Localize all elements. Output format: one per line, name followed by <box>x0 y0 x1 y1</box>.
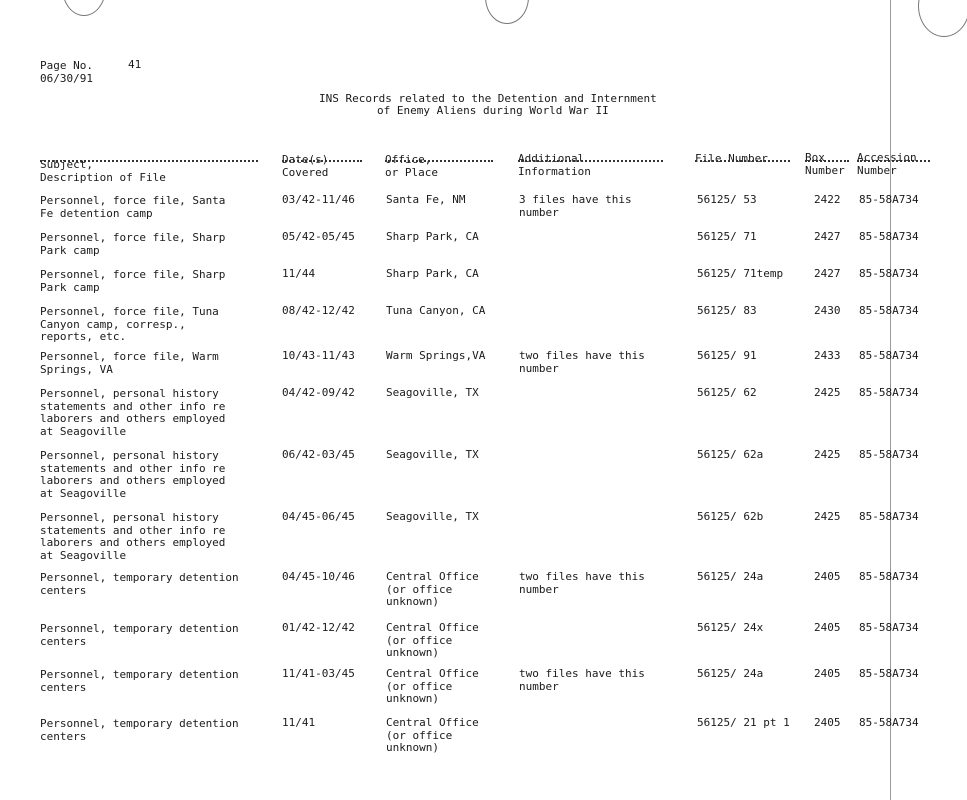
dates-cell <box>282 387 355 400</box>
accession-number-cell <box>859 571 919 584</box>
dates-cell-line: 04/45-06/45 <box>282 510 355 523</box>
file-number-cell-line: 56125/ 53 <box>697 193 757 206</box>
file-number-cell <box>697 571 763 584</box>
file-number-cell-line: 56125/ 21 pt 1 <box>697 716 790 729</box>
box-number-cell-line: 2405 <box>814 716 841 729</box>
office-cell <box>386 387 479 400</box>
box-number-cell-line: 2425 <box>814 386 841 399</box>
office-cell-line: unknown) <box>386 595 439 608</box>
accession-number-cell <box>859 449 919 462</box>
accession-number-cell-line: 85-58A734 <box>859 510 919 523</box>
subject-cell <box>40 195 225 220</box>
accession-number-cell-line: 85-58A734 <box>859 716 919 729</box>
info-cell <box>519 350 645 375</box>
office-cell-line: Seagoville, TX <box>386 448 479 461</box>
accession-number-cell <box>859 194 919 207</box>
box-number-cell-line: 2425 <box>814 510 841 523</box>
office-cell-line: Sharp Park, CA <box>386 230 479 243</box>
box-number-cell <box>814 449 841 462</box>
box-number-cell-line: 2405 <box>814 667 841 680</box>
dates-cell-line: 04/42-09/42 <box>282 386 355 399</box>
header-dates: Date(s) Covered <box>282 153 329 179</box>
dates-cell <box>282 717 315 730</box>
header-rule <box>40 160 258 162</box>
header-office: Office, or Place <box>385 153 438 179</box>
punch-hole-mark <box>918 0 967 37</box>
dates-cell-line: 11/44 <box>282 267 316 280</box>
accession-number-cell-line: 85-58A734 <box>859 386 919 399</box>
box-number-cell-line: 2405 <box>814 570 841 583</box>
box-number-cell-line: 2427 <box>814 267 841 280</box>
office-cell-line: Central Office <box>386 621 479 634</box>
dates-cell-line: 03/42-11/46 <box>282 193 355 206</box>
subject-cell <box>40 351 219 376</box>
document-subtitle: of Enemy Aliens during World War II <box>377 104 609 117</box>
subject-cell-line: centers <box>40 634 87 648</box>
dates-cell <box>282 622 355 635</box>
subject-cell-line: at Seagoville <box>40 548 127 562</box>
punch-hole-mark <box>485 0 529 24</box>
subject-cell-line: at Seagoville <box>40 486 127 500</box>
info-cell <box>519 668 645 693</box>
dates-cell-line: 11/41-03/45 <box>282 667 355 680</box>
subject-cell-line: Fe detention camp <box>40 206 153 220</box>
header-accession: Accession Number <box>857 151 917 177</box>
office-cell-line: Central Office <box>386 716 479 729</box>
subject-cell-line: statements and other info re <box>40 461 226 475</box>
subject-cell-line: centers <box>40 680 87 694</box>
subject-cell-line: Personnel, temporary detention <box>40 668 239 681</box>
file-number-cell <box>697 668 763 681</box>
accession-number-cell <box>859 305 919 318</box>
office-cell-line: Seagoville, TX <box>386 510 479 523</box>
subject-cell-line: Personnel, temporary detention <box>40 571 239 584</box>
subject-cell-line: Personnel, temporary detention <box>40 717 239 730</box>
subject-cell <box>40 512 225 562</box>
subject-cell <box>40 669 239 694</box>
box-number-cell <box>814 231 841 244</box>
dates-cell-line: 08/42-12/42 <box>282 304 355 317</box>
office-cell <box>386 268 479 281</box>
subject-cell <box>40 232 225 257</box>
dates-cell <box>282 511 355 524</box>
box-number-cell <box>814 387 841 400</box>
info-cell-line: 3 files have this <box>519 193 632 206</box>
subject-cell-line: centers <box>40 729 87 743</box>
accession-number-cell <box>859 350 919 363</box>
subject-cell-line: Personnel, temporary detention <box>40 622 239 635</box>
subject-cell-line: laborers and others employed <box>40 474 226 487</box>
office-cell <box>386 571 479 609</box>
file-number-cell-line: 56125/ 91 <box>697 349 757 362</box>
office-cell-line: Seagoville, TX <box>386 386 479 399</box>
file-number-cell <box>697 268 783 281</box>
box-number-cell <box>814 511 841 524</box>
office-cell <box>386 350 485 363</box>
accession-number-cell <box>859 668 919 681</box>
box-number-cell-line: 2433 <box>814 349 841 362</box>
box-number-cell-line: 2430 <box>814 304 841 317</box>
dates-cell-line: 10/43-11/43 <box>282 349 355 362</box>
subject-cell <box>40 450 225 500</box>
subject-cell-line: laborers and others employed <box>40 536 226 549</box>
accession-number-cell-line: 85-58A734 <box>859 667 919 680</box>
page-number-label: Page No. <box>40 59 93 72</box>
subject-cell <box>40 572 239 597</box>
file-number-cell-line: 56125/ 24x <box>697 621 764 634</box>
subject-cell-line: reports, etc. <box>40 330 127 343</box>
accession-number-cell <box>859 622 919 635</box>
subject-cell-line: Personnel, force file, Warm <box>40 350 219 363</box>
header-rule <box>695 160 790 162</box>
page-date: 06/30/91 <box>40 72 93 85</box>
info-cell-line: number <box>519 679 559 693</box>
accession-number-cell <box>859 231 919 244</box>
dates-cell <box>282 194 355 207</box>
box-number-cell <box>814 717 841 730</box>
box-number-cell-line: 2405 <box>814 621 841 634</box>
subject-cell-line: centers <box>40 583 87 597</box>
accession-number-cell <box>859 268 919 281</box>
office-cell-line: Warm Springs,VA <box>386 349 486 362</box>
subject-cell-line: Park camp <box>40 243 100 257</box>
dates-cell <box>282 268 315 281</box>
file-number-cell-line: 56125/ 71temp <box>697 267 784 280</box>
file-number-cell-line: 56125/ 83 <box>697 304 757 317</box>
file-number-cell <box>697 305 757 318</box>
header-subject: Subject, Description of File <box>40 158 166 184</box>
subject-cell <box>40 623 239 648</box>
header-rule <box>805 160 849 162</box>
punch-hole-mark <box>62 0 106 16</box>
office-cell <box>386 511 479 524</box>
subject-cell <box>40 718 239 743</box>
info-cell-line: number <box>519 205 559 219</box>
file-number-cell-line: 56125/ 24a <box>697 570 764 583</box>
office-cell-line: (or office <box>386 679 453 693</box>
accession-number-cell <box>859 511 919 524</box>
accession-number-cell-line: 85-58A734 <box>859 570 919 583</box>
box-number-cell <box>814 571 841 584</box>
office-cell-line: unknown) <box>386 646 439 659</box>
office-cell-line: unknown) <box>386 741 439 754</box>
accession-number-cell-line: 85-58A734 <box>859 304 919 317</box>
subject-cell-line: Personnel, force file, Sharp <box>40 231 226 244</box>
info-cell-line: two files have this <box>519 667 645 680</box>
dates-cell <box>282 571 355 584</box>
info-cell <box>519 194 632 219</box>
dates-cell-line: 06/42-03/45 <box>282 448 355 461</box>
dates-cell <box>282 231 355 244</box>
box-number-cell <box>814 668 841 681</box>
info-cell-line: number <box>519 582 559 596</box>
subject-cell-line: Personnel, force file, Tuna <box>40 305 219 318</box>
accession-number-cell-line: 85-58A734 <box>859 230 919 243</box>
office-cell <box>386 305 485 318</box>
header-info: Additional Information <box>518 152 591 178</box>
office-cell <box>386 717 479 755</box>
box-number-cell <box>814 622 841 635</box>
file-number-cell <box>697 350 757 363</box>
dates-cell <box>282 350 355 363</box>
box-number-cell <box>814 350 841 363</box>
subject-cell-line: Personnel, personal history <box>40 387 219 400</box>
office-cell-line: Central Office <box>386 570 479 583</box>
office-cell-line: (or office <box>386 728 453 742</box>
subject-cell <box>40 269 225 294</box>
subject-cell-line: Springs, VA <box>40 362 113 376</box>
office-cell-line: unknown) <box>386 692 439 705</box>
accession-number-cell-line: 85-58A734 <box>859 621 919 634</box>
subject-cell-line: Personnel, personal history <box>40 511 219 524</box>
info-cell-line: two files have this <box>519 349 645 362</box>
file-number-cell <box>697 387 757 400</box>
box-number-cell-line: 2425 <box>814 448 841 461</box>
info-cell-line: number <box>519 361 559 375</box>
subject-cell <box>40 306 219 344</box>
subject-cell-line: statements and other info re <box>40 399 226 413</box>
page-number: 41 <box>128 58 142 71</box>
box-number-cell <box>814 194 841 207</box>
box-number-cell <box>814 305 841 318</box>
dates-cell <box>282 449 355 462</box>
file-number-cell <box>697 449 763 462</box>
info-cell-line: two files have this <box>519 570 645 583</box>
box-number-cell-line: 2427 <box>814 230 841 243</box>
header-rule <box>857 160 930 162</box>
subject-cell-line: laborers and others employed <box>40 412 226 425</box>
office-cell-line: Santa Fe, NM <box>386 193 466 206</box>
office-cell <box>386 449 479 462</box>
box-number-cell <box>814 268 841 281</box>
header-rule <box>518 160 663 162</box>
file-number-cell <box>697 717 790 730</box>
header-rule <box>282 160 362 162</box>
accession-number-cell-line: 85-58A734 <box>859 349 919 362</box>
document-title: INS Records related to the Detention and Internment <box>319 92 657 105</box>
accession-number-cell-line: 85-58A734 <box>859 448 919 461</box>
office-cell-line: Tuna Canyon, CA <box>386 304 486 317</box>
box-number-cell-line: 2422 <box>814 193 841 206</box>
accession-number-cell-line: 85-58A734 <box>859 193 919 206</box>
accession-number-cell-line: 85-58A734 <box>859 267 919 280</box>
subject-cell-line: Personnel, force file, Santa <box>40 194 226 207</box>
office-cell-line: (or office <box>386 582 453 596</box>
subject-cell-line: Personnel, personal history <box>40 449 219 462</box>
accession-number-cell <box>859 717 919 730</box>
file-number-cell-line: 56125/ 24a <box>697 667 764 680</box>
file-number-cell <box>697 231 757 244</box>
dates-cell-line: 11/41 <box>282 716 316 729</box>
office-cell-line: Central Office <box>386 667 479 680</box>
dates-cell-line: 04/45-10/46 <box>282 570 355 583</box>
office-cell-line: Sharp Park, CA <box>386 267 479 280</box>
subject-cell-line: Canyon camp, corresp., <box>40 317 186 331</box>
subject-cell-line: Park camp <box>40 280 100 294</box>
office-cell <box>386 622 479 660</box>
file-number-cell-line: 56125/ 62b <box>697 510 764 523</box>
header-file-number: File Number <box>695 152 768 165</box>
dates-cell <box>282 668 355 681</box>
header-rule <box>385 160 493 162</box>
file-number-cell-line: 56125/ 71 <box>697 230 757 243</box>
dates-cell-line: 05/42-05/45 <box>282 230 355 243</box>
subject-cell <box>40 388 225 438</box>
file-number-cell-line: 56125/ 62 <box>697 386 757 399</box>
dates-cell <box>282 305 355 318</box>
subject-cell-line: at Seagoville <box>40 424 127 438</box>
subject-cell-line: Personnel, force file, Sharp <box>40 268 226 281</box>
office-cell-line: (or office <box>386 633 453 647</box>
office-cell <box>386 668 479 706</box>
dates-cell-line: 01/42-12/42 <box>282 621 355 634</box>
file-number-cell <box>697 622 763 635</box>
file-number-cell-line: 56125/ 62a <box>697 448 764 461</box>
office-cell <box>386 194 465 207</box>
header-box: Box Number <box>805 151 845 177</box>
subject-cell-line: statements and other info re <box>40 523 226 537</box>
office-cell <box>386 231 479 244</box>
file-number-cell <box>697 511 763 524</box>
file-number-cell <box>697 194 757 207</box>
accession-number-cell <box>859 387 919 400</box>
info-cell <box>519 571 645 596</box>
